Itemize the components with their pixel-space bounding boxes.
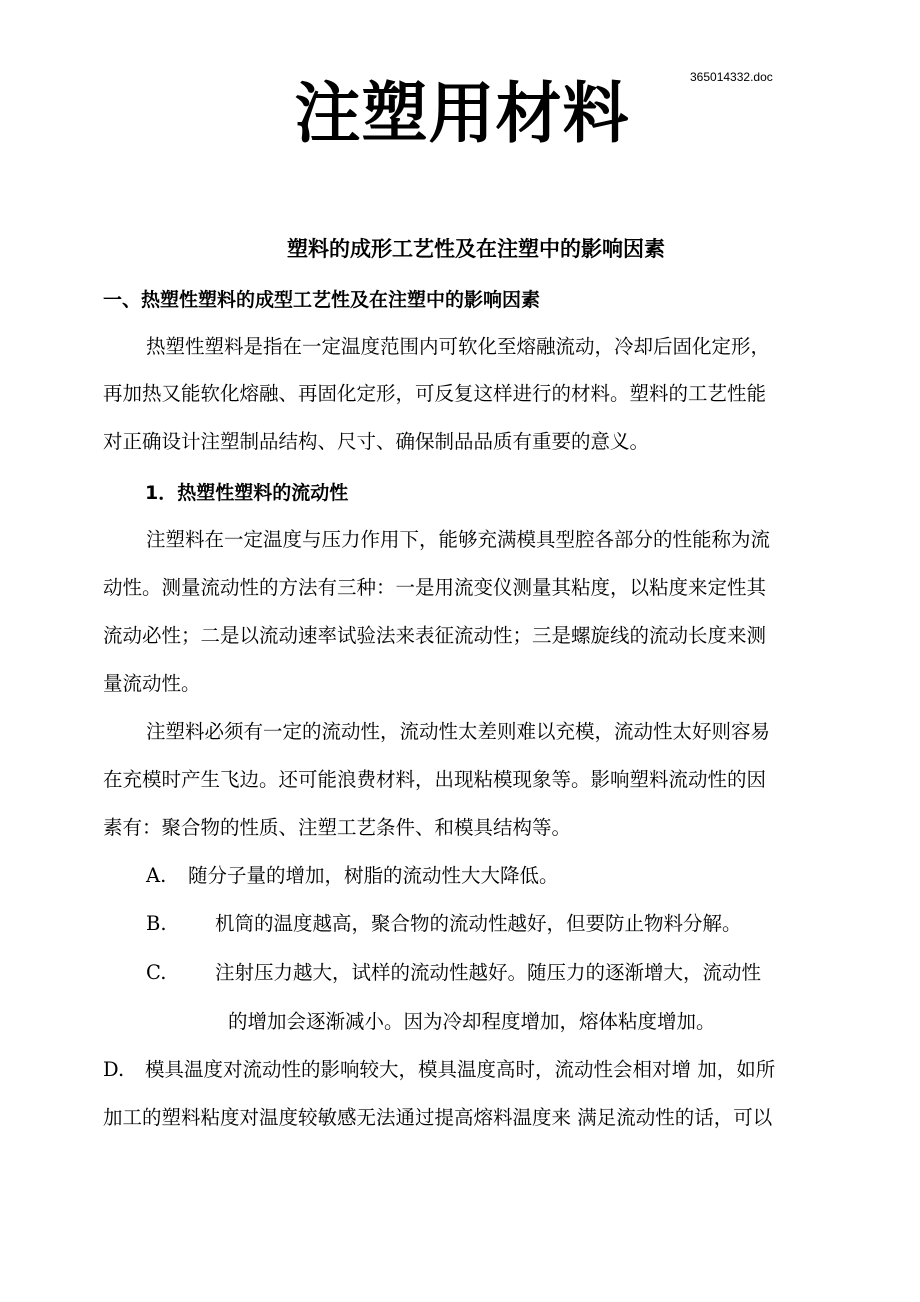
list-item-text: 的增加会逐渐减小。因为冷却程度增加，熔体粘度增加。 [228,1010,716,1033]
paragraph-line: 流动必性；二是以流动速率试验法来表征流动性；三是螺旋线的流动长度来测 [103,624,767,647]
paragraph-line: 动性。测量流动性的方法有三种：一是用流变仪测量其粘度，以粘度来定性其 [103,576,767,599]
section-heading: 一、热塑性塑料的成型工艺性及在注塑中的影响因素 [103,289,541,311]
paragraph-line: 量流动性。 [103,672,201,695]
list-item-label: A. [146,864,167,887]
paragraph-line: 再加热又能软化熔融、再固化定形，可反复这样进行的材料。塑料的工艺性能 [103,382,767,405]
paragraph-line: 对正确设计注塑制品结构、尺寸、确保制品品质有重要的意义。 [103,430,650,453]
page-title: 注塑用材料 [294,75,630,152]
subsection-heading: 1．热塑性塑料的流动性 [145,482,349,504]
list-item-text: 机筒的温度越高，聚合物的流动性越好，但要防止物料分解。 [215,912,742,935]
list-item-text: 注射压力越大，试样的流动性越好。随压力的逐渐增大，流动性 [215,961,762,984]
document-filename: 365014332.doc [690,70,773,84]
list-item-text: 随分子量的增加，树脂的流动性大大降低。 [188,864,559,887]
list-item-label: C. [146,961,167,984]
paragraph-line: 素有：聚合物的性质、注塑工艺条件、和模具结构等。 [103,816,572,839]
paragraph-line: 注塑料必须有一定的流动性，流动性太差则难以充模，流动性太好则容易 [146,720,771,743]
list-item-label: D. [103,1058,125,1081]
paragraph-line: 在充模时产生飞边。还可能浪费材料，出现粘模现象等。影响塑料流动性的因 [103,768,767,791]
list-item-label: B. [146,912,167,935]
list-item-text: 加工的塑料粘度对温度较敏感无法通过提高熔料温度来 满足流动性的话，可以 [103,1106,773,1129]
paragraph-line: 热塑性塑料是指在一定温度范围内可软化至熔融流动，冷却后固化定形， [146,335,771,358]
paragraph-line: 注塑料在一定温度与压力作用下，能够充满模具型腔各部分的性能称为流 [146,528,771,551]
list-item-text: 模具温度对流动性的影响较大，模具温度高时，流动性会相对增 加，如所 [145,1058,776,1081]
document-subtitle: 塑料的成形工艺性及在注塑中的影响因素 [287,237,665,261]
